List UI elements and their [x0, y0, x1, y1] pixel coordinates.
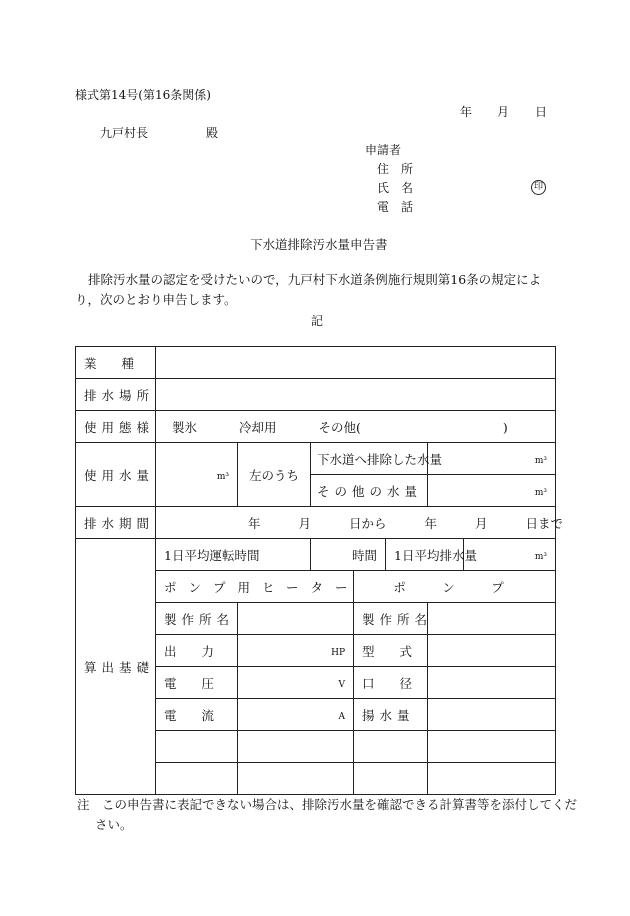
lift-label: 揚水量 — [354, 699, 428, 731]
industry-field[interactable] — [156, 347, 556, 379]
date-month-label: 月 — [497, 105, 510, 119]
period-month-2: 月 — [475, 515, 488, 531]
pump-maker-label: 製作所名 — [354, 603, 428, 635]
period-year-2: 年 — [424, 515, 438, 531]
heater-maker-label: 製作所名 — [156, 603, 238, 635]
blank-cell[interactable] — [238, 763, 354, 795]
pump-maker-field[interactable] — [428, 603, 556, 635]
date-year-label: 年 — [460, 105, 473, 119]
applicant-name-label: 氏 名 — [377, 181, 414, 195]
blank-cell[interactable] — [156, 731, 238, 763]
body-text: 排除汚水量の認定を受けたいので，九戸村下水道条例施行規則第16条の規定により，次のとおり申告します。 — [75, 272, 542, 307]
other-amount-field[interactable] — [428, 475, 556, 507]
page-title: 下水道排除汚水量申告書 — [250, 237, 388, 252]
applicant-label: 申請者 — [365, 143, 402, 157]
seal-stamp: 印 — [531, 178, 546, 195]
usage-cooling[interactable]: 冷却用 — [239, 419, 277, 435]
applicant-address-label: 住 所 — [377, 162, 414, 176]
hours-field[interactable] — [311, 539, 386, 571]
m3-unit: m³ — [216, 472, 229, 482]
of-which-label: 左のうち — [238, 443, 311, 507]
m3-unit: m³ — [534, 456, 548, 466]
row-basis-1 — [76, 539, 556, 571]
pump-header: ポ ン プ — [354, 571, 556, 603]
date-day-label: 日 — [535, 105, 548, 119]
declaration-table — [75, 346, 564, 795]
v-unit: V — [338, 680, 345, 690]
applicant-phone-label: 電 話 — [377, 200, 414, 214]
current-field[interactable] — [238, 699, 354, 731]
model-field[interactable] — [428, 635, 556, 667]
period-day-to: 日まで — [525, 515, 564, 531]
footnote: 注 この申告書に表記できない場合は、排除汚水量を確認できる計算書等を添付してください。 — [77, 797, 578, 832]
water-amount-field[interactable] — [156, 443, 238, 507]
hp-unit: HP — [331, 648, 345, 658]
a-unit: A — [338, 712, 345, 722]
bore-field[interactable] — [428, 667, 556, 699]
to-sewer-field[interactable] — [428, 443, 556, 475]
bore-label: 口 径 — [354, 667, 428, 699]
location-label: 排水場所 — [76, 379, 156, 411]
model-label: 型 式 — [354, 635, 428, 667]
basis-label: 算出基礎 — [76, 539, 156, 795]
hours-unit: 時間 — [351, 547, 377, 563]
m3-unit: m³ — [534, 488, 548, 498]
drain-period-label: 排水期間 — [76, 507, 156, 539]
daily-drain-label: 1日平均排水量 — [386, 539, 464, 571]
water-amount-label: 使用水量 — [76, 443, 156, 507]
row-water-amount-1 — [76, 443, 556, 475]
heater-maker-field[interactable] — [238, 603, 354, 635]
usage-ice[interactable]: 製氷 — [172, 419, 198, 435]
addressee-honorific: 殿 — [206, 126, 219, 140]
blank-cell[interactable] — [156, 763, 238, 795]
other-amount-label: その他の水量 — [311, 475, 428, 507]
voltage-field[interactable] — [238, 667, 354, 699]
blank-cell[interactable] — [428, 763, 556, 795]
period-year-1: 年 — [248, 515, 261, 531]
row-drain-period — [76, 507, 556, 539]
location-field[interactable] — [156, 379, 556, 411]
daily-drain-field[interactable] — [464, 539, 556, 571]
output-label: 出 力 — [156, 635, 238, 667]
to-sewer-label: 下水道へ排除した水量 — [311, 443, 428, 475]
usage-other-open[interactable]: その他( — [318, 419, 361, 435]
pump-heater-header: ポンプ用ヒーター — [156, 571, 354, 603]
blank-cell[interactable] — [428, 731, 556, 763]
usage-options[interactable] — [156, 411, 556, 443]
period-day-from: 日から — [349, 515, 387, 531]
blank-cell[interactable] — [238, 731, 354, 763]
lift-field[interactable] — [428, 699, 556, 731]
form-number: 様式第14号(第16条関係) — [75, 88, 211, 102]
addressee-name: 九戸村長 — [100, 126, 149, 140]
blank-cell[interactable] — [354, 731, 428, 763]
output-field[interactable] — [238, 635, 354, 667]
voltage-label: 電 圧 — [156, 667, 238, 699]
industry-label: 業 種 — [76, 347, 156, 379]
row-industry — [76, 347, 556, 379]
row-usage-mode — [76, 411, 556, 443]
usage-mode-label: 使用態様 — [76, 411, 156, 443]
current-label: 電 流 — [156, 699, 238, 731]
period-month-1: 月 — [298, 515, 312, 531]
blank-cell[interactable] — [354, 763, 428, 795]
daily-op-time-label: 1日平均運転時間 — [156, 539, 311, 571]
usage-other-close: ) — [502, 419, 508, 435]
row-location — [76, 379, 556, 411]
m3-unit: m³ — [534, 552, 548, 562]
ki-label: 記 — [311, 314, 324, 328]
drain-period-field[interactable] — [156, 507, 564, 539]
